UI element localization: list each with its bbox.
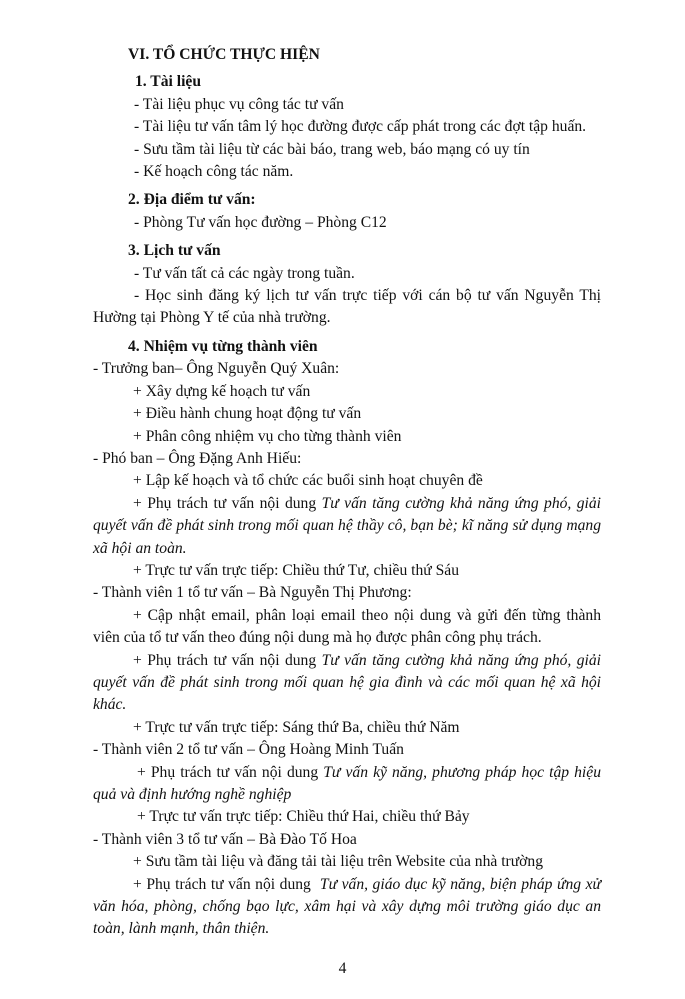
duty-item: + Trực tư vấn trực tiếp: Chiều thứ Hai, chiều thứ Bảy xyxy=(137,808,470,826)
member-title: - Thành viên 3 tổ tư vấn – Bà Đào Tố Hoa xyxy=(93,830,357,848)
list-item: - Tài liệu tư vấn tâm lý học đường được cấp phát trong các đợt tập huấn. xyxy=(134,118,587,136)
list-item: - Phòng Tư vấn học đường – Phòng C12 xyxy=(134,213,387,231)
list-item: - Học sinh đăng ký lịch tư vấn trực tiếp với cán bộ tư vấn Nguyễn Thị Hường tại Phòng Y tế của nhà trường. xyxy=(93,287,601,327)
duty-item xyxy=(93,874,601,941)
duty-item xyxy=(93,762,601,807)
duty-prefix: + Phụ trách tư vấn nội dung xyxy=(133,494,322,512)
heading-location: 2. Địa điểm tư vấn: xyxy=(128,191,256,209)
duty-topic: Tư vấn tăng cường khả năng ứng phó, giải quyết vấn đề phát sinh trong mối quan hệ gia đình và các mối quan hệ xã hội khác. xyxy=(93,651,601,714)
duty-topic: Tư vấn, giáo dục kỹ năng, biện pháp ứng xử văn hóa, phòng, chống bạo lực, xâm hại và xây dựng môi trường giáo dục an toàn, lành mạnh, thân thiện. xyxy=(93,875,602,938)
heading-schedule: 3. Lịch tư vấn xyxy=(128,242,221,260)
section-title: VI. TỔ CHỨC THỰC HIỆN xyxy=(128,46,320,63)
duty-prefix: + Phụ trách tư vấn nội dung xyxy=(137,763,324,781)
member-title: - Trưởng ban– Ông Nguyễn Quý Xuân: xyxy=(93,360,340,378)
duty-item: + Trực tư vấn trực tiếp: Chiều thứ Tư, chiều thứ Sáu xyxy=(133,561,460,579)
duty-topic: Tư vấn kỹ năng, phương pháp học tập hiệu quả và định hướng nghề nghiệp xyxy=(93,763,601,803)
member-title: - Phó ban – Ông Đặng Anh Hiếu: xyxy=(93,449,302,467)
list-item: - Sưu tầm tài liệu từ các bài báo, trang web, báo mạng có uy tín xyxy=(134,140,530,158)
list-item: - Tư vấn tất cả các ngày trong tuần. xyxy=(134,264,355,282)
duty-item xyxy=(93,650,601,717)
page-number: 4 xyxy=(338,959,347,977)
heading-duties: 4. Nhiệm vụ từng thành viên xyxy=(128,337,318,355)
member-title: - Thành viên 2 tổ tư vấn – Ông Hoàng Minh Tuấn xyxy=(93,741,404,759)
duty-item xyxy=(93,493,601,560)
list-item: - Kế hoạch công tác năm. xyxy=(134,163,294,181)
duty-item: + Điều hành chung hoạt động tư vấn xyxy=(133,405,362,423)
duty-item: + Sưu tầm tài liệu và đăng tải tài liệu trên Website của nhà trường xyxy=(133,853,544,871)
duty-topic: Tư vấn tăng cường khả năng ứng phó, giải quyết vấn đề phát sinh trong mối quan hệ thầy cô, bạn bè; kĩ năng sử dụng mạng xã hội an toàn. xyxy=(93,494,601,557)
heading-documents: 1. Tài liệu xyxy=(135,73,201,91)
duty-item: + Cập nhật email, phân loại email theo nội dung và gửi đến từng thành viên của tổ tư vấn theo đúng nội dung mà họ được phân công phụ trách. xyxy=(93,606,601,647)
duty-item: + Xây dựng kế hoạch tư vấn xyxy=(133,382,311,400)
member-title: - Thành viên 1 tổ tư vấn – Bà Nguyễn Thị Phương: xyxy=(93,584,412,602)
duty-item: + Phân công nhiệm vụ cho từng thành viên xyxy=(133,427,402,445)
duty-item: + Trực tư vấn trực tiếp: Sáng thứ Ba, chiều thứ Năm xyxy=(133,718,460,736)
duty-item: + Lập kế hoạch và tổ chức các buổi sinh hoạt chuyên đề xyxy=(133,472,483,490)
duty-prefix: + Phụ trách tư vấn nội dung xyxy=(133,875,320,893)
document-page xyxy=(93,0,601,941)
list-item: - Tài liệu phục vụ công tác tư vấn xyxy=(134,95,344,113)
duty-prefix: + Phụ trách tư vấn nội dung xyxy=(133,651,322,669)
